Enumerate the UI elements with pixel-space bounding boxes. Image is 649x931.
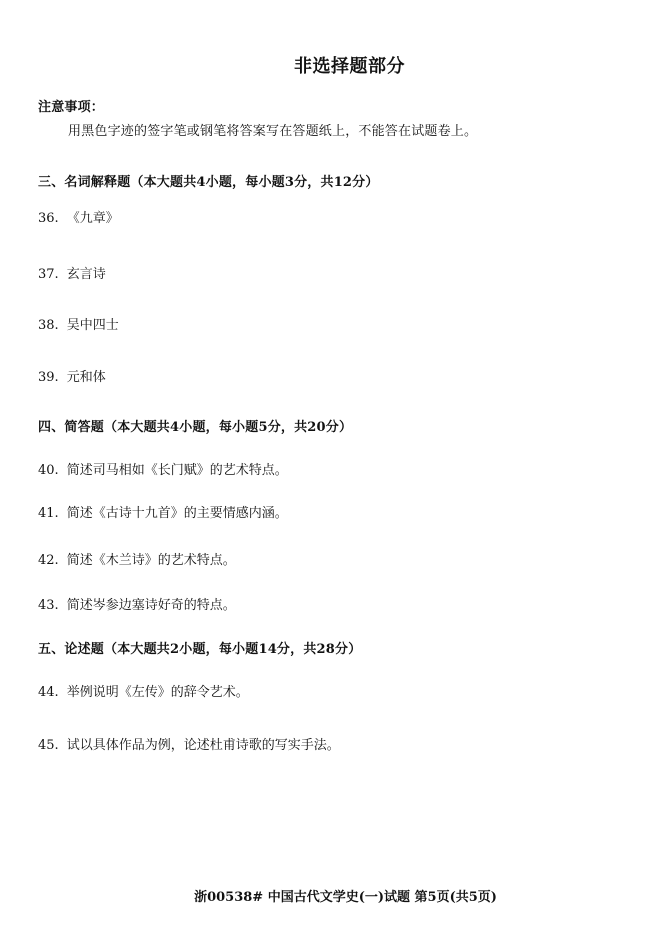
question-number: 36. xyxy=(38,211,59,226)
page-title: 非选择题部分 xyxy=(294,56,405,77)
question-number: 40. xyxy=(38,463,59,478)
question-text: 简述《木兰诗》的艺术特点。 xyxy=(66,553,236,568)
question-text: 《九章》 xyxy=(66,211,119,226)
section-heading-4: 四、简答题（本大题共4小题，每小题5分，共20分） xyxy=(38,420,353,435)
question-number: 45. xyxy=(38,738,59,753)
question-36 xyxy=(38,207,119,226)
question-text: 玄言诗 xyxy=(66,267,106,282)
question-text: 简述司马相如《长门赋》的艺术特点。 xyxy=(66,463,288,478)
page-footer: 浙00538# 中国古代文学史(一)试题 第5页(共5页) xyxy=(194,890,497,905)
question-number: 39. xyxy=(38,370,59,385)
question-41 xyxy=(38,502,288,521)
question-40 xyxy=(38,459,288,478)
question-text: 简述岑参边塞诗好奇的特点。 xyxy=(66,598,236,613)
question-number: 42. xyxy=(38,553,59,568)
question-43 xyxy=(38,594,236,613)
question-44 xyxy=(38,681,249,700)
question-text: 试以具体作品为例，论述杜甫诗歌的写实手法。 xyxy=(66,738,340,753)
question-42 xyxy=(38,549,236,568)
section-heading-5: 五、论述题（本大题共2小题，每小题14分，共28分） xyxy=(38,642,362,657)
question-number: 38. xyxy=(38,318,59,333)
question-38 xyxy=(38,314,119,333)
notice-label: 注意事项： xyxy=(38,100,105,115)
question-text: 吴中四士 xyxy=(66,318,119,333)
question-text: 简述《古诗十九首》的主要情感内涵。 xyxy=(66,506,288,521)
notice-text: 用黑色字迹的签字笔或钢笔将答案写在答题纸上，不能答在试题卷上。 xyxy=(68,124,478,139)
question-45 xyxy=(38,734,340,753)
section-heading-3: 三、名词解释题（本大题共4小题，每小题3分，共12分） xyxy=(38,175,379,190)
question-number: 44. xyxy=(38,685,59,700)
question-37 xyxy=(38,263,106,282)
question-number: 37. xyxy=(38,267,59,282)
question-number: 41. xyxy=(38,506,59,521)
question-text: 举例说明《左传》的辞令艺术。 xyxy=(66,685,249,700)
question-39 xyxy=(38,366,106,385)
question-number: 43. xyxy=(38,598,59,613)
question-text: 元和体 xyxy=(66,370,106,385)
